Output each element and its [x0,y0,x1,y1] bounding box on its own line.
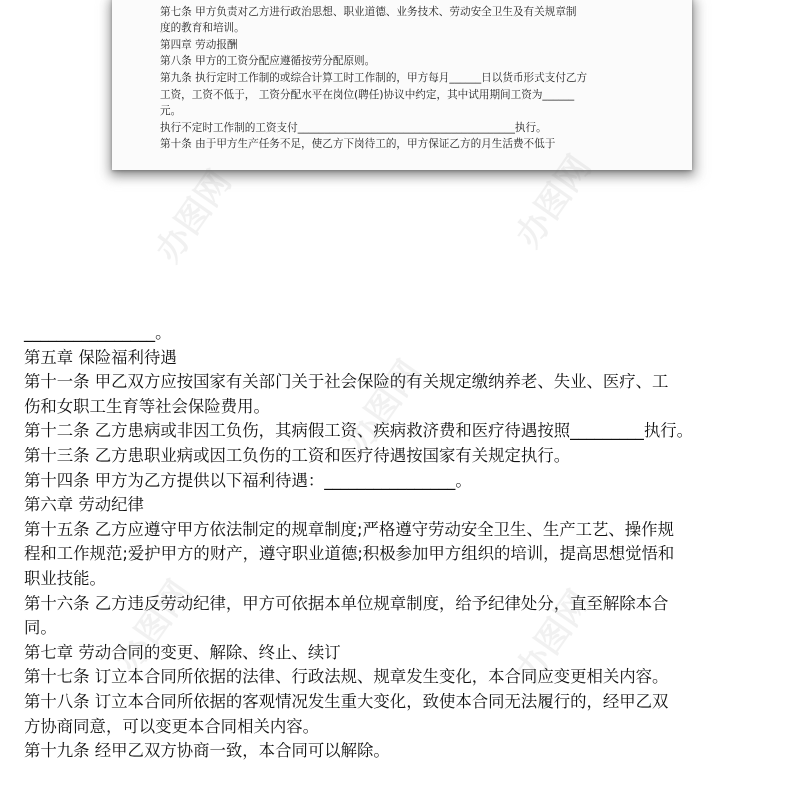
body-line: 伤和女职工生育等社会保险费用。 [24,396,270,416]
paper-line: 第七条 甲方负责对乙方进行政治思想、职业道德、业务技术、劳动安全卫生及有关规章制 [160,5,577,18]
body-line: 第十三条 乙方患职业病或因工负伤的工资和医疗待遇按国家有关规定执行。 [24,445,571,465]
watermark: 办图网 [108,573,200,680]
contract-body-text [24,321,786,764]
body-line: 职业技能。 [24,568,106,588]
paper-text [160,0,650,153]
body-line: 第十一条 甲乙双方应按国家有关部门关于社会保险的有关规定缴纳养老、失业、医疗、工 [24,372,669,392]
body-line: 第十二条 乙方患病或非因工负伤，其病假工资、疾病救济费和医疗待遇按照_________执行。 [24,421,694,441]
body-line: 第十四条 甲方为乙方提供以下福利待遇：________________。 [24,470,472,490]
body-line: ________________。 [24,323,172,342]
watermark: 办图网 [338,353,430,460]
paper-line: 度的教育和培训。 [160,22,245,35]
paper-line: 元。 [160,105,182,118]
paper-photo-area [0,0,800,250]
paper-line: 第八条 甲方的工资分配应遵循按劳分配原则。 [160,55,376,68]
body-line: 第十八条 订立本合同所依据的客观情况发生重大变化，致使本合同无法履行的，经甲乙双 [24,691,669,711]
chapter-heading: 第六章 劳动纪律 [24,495,144,515]
paper-line: 第十条 由于甲方生产任务不足，使乙方下岗待工的，甲方保证乙方的月生活费不低于 [160,138,556,151]
paper-sheet [112,0,692,170]
body-line: 第十六条 乙方违反劳动纪律，甲方可依据本单位规章制度，给予纪律处分，直至解除本合 [24,593,669,613]
paper-line: 执行不定时工作制的工资支付_________________________________________执行。 [160,121,547,134]
body-line: 方协商同意，可以变更本合同相关内容。 [24,716,320,736]
body-line: 同。 [24,618,57,638]
watermark: 办图网 [508,583,600,690]
body-line: 第十七条 订立本合同所依据的法律、行政法规、规章发生变化，本合同应变更相关内容。 [24,667,669,687]
paper-line: 第四章 劳动报酬 [160,38,238,51]
body-line: 第十九条 经甲乙双方协商一致，本合同可以解除。 [24,741,390,761]
chapter-heading: 第七章 劳动合同的变更、解除、终止、续订 [24,642,341,662]
body-line: 程和工作规范;爱护甲方的财产，遵守职业道德;积极参加甲方组织的培训，提高思想觉悟和 [24,544,675,564]
chapter-heading: 第五章 保险福利待遇 [24,347,177,367]
body-line: 第十五条 乙方应遵守甲方依法制定的规章制度;严格遵守劳动安全卫生、生产工艺、操作规 [24,519,674,539]
paper-line: 工资，工资不低于， 工资分配水平在岗位(聘任)协议中约定，其中试用期间工资为______ [160,88,575,101]
paper-line: 第九条 执行定时工作制的或综合计算工时工作制的，甲方每月______日以货币形式支付乙方 [160,71,588,84]
